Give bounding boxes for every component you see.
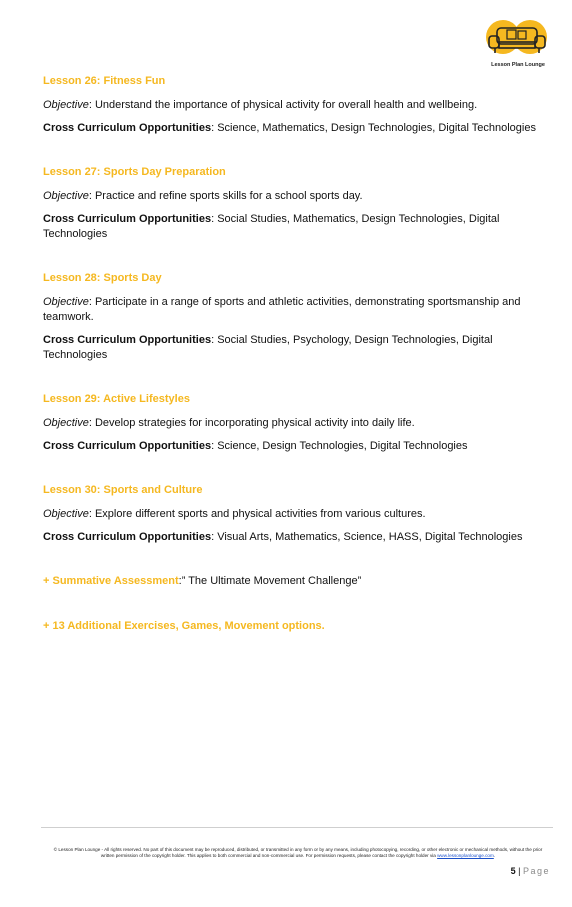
additional-exercises bbox=[43, 620, 553, 632]
additional-label: + 13 Additional Exercises, Games, Movement options. bbox=[43, 620, 325, 632]
footer-copyright bbox=[48, 847, 548, 859]
lesson-objective bbox=[43, 507, 553, 522]
brand-logo bbox=[483, 18, 553, 70]
lesson-cross-curriculum bbox=[43, 333, 553, 363]
website-link[interactable]: www.lessonplanlounge.com bbox=[437, 853, 494, 858]
objective-label: Objective bbox=[43, 190, 89, 202]
lesson-title: Lesson 30: Sports and Culture bbox=[43, 484, 203, 496]
objective-label: Objective bbox=[43, 508, 89, 520]
summative-assessment bbox=[43, 575, 553, 587]
objective-label: Objective bbox=[43, 417, 89, 429]
lesson-title: Lesson 29: Active Lifestyles bbox=[43, 393, 190, 405]
cross-curriculum-label: Cross Curriculum Opportunities bbox=[43, 334, 212, 346]
cross-curriculum-label: Cross Curriculum Opportunities bbox=[43, 531, 212, 543]
objective-text: : Participate in a range of sports and athletic activities, demonstrating sportsmanship and teamwork. bbox=[43, 296, 521, 323]
summative-text: :” The Ultimate Movement Challenge” bbox=[178, 575, 362, 587]
lesson-30 bbox=[43, 484, 553, 545]
lesson-27 bbox=[43, 166, 553, 242]
lesson-title: Lesson 27: Sports Day Preparation bbox=[43, 166, 226, 178]
logo-text: Lesson Plan Lounge bbox=[491, 62, 545, 68]
page-number-value: 5 bbox=[510, 866, 516, 876]
cross-curriculum-label: Cross Curriculum Opportunities bbox=[43, 440, 212, 452]
objective-text: : Practice and refine sports skills for a school sports day. bbox=[88, 190, 363, 202]
lesson-cross-curriculum bbox=[43, 212, 553, 242]
cross-curriculum-label: Cross Curriculum Opportunities bbox=[43, 122, 212, 134]
lesson-26 bbox=[43, 75, 553, 136]
lesson-cross-curriculum bbox=[43, 439, 553, 454]
cross-curriculum-label: Cross Curriculum Opportunities bbox=[43, 213, 212, 225]
lesson-list bbox=[43, 75, 553, 665]
copyright-text: © Lesson Plan Lounge - All rights reserved. No part of this document may be reproduced, distributed, or transmitted in any form or by any means, including photocopying, recording, or other electronic or mechanical methods, without the prior written permission of the copyright holder. This applies to both commercial and non-commercial use. For permission requests, please contact the copyright holder via bbox=[53, 847, 543, 858]
objective-text: : Explore different sports and physical activities from various cultures. bbox=[88, 508, 426, 520]
lesson-objective bbox=[43, 189, 553, 204]
lesson-title: Lesson 26: Fitness Fun bbox=[43, 75, 166, 87]
lesson-objective bbox=[43, 98, 553, 113]
cross-curriculum-text: : Science, Mathematics, Design Technologies, Digital Technologies bbox=[211, 122, 536, 134]
objective-text: : Develop strategies for incorporating physical activity into daily life. bbox=[88, 417, 415, 429]
cross-curriculum-text: : Social Studies, Psychology, Design Technologies, Digital Technologies bbox=[43, 334, 493, 361]
page-separator: | bbox=[515, 866, 523, 876]
lesson-cross-curriculum bbox=[43, 121, 553, 136]
page-word: Page bbox=[522, 866, 550, 876]
lesson-title: Lesson 28: Sports Day bbox=[43, 272, 162, 284]
summative-label: + Summative Assessment bbox=[43, 575, 179, 587]
objective-label: Objective bbox=[43, 99, 89, 111]
page-number bbox=[511, 866, 550, 876]
link-suffix: . bbox=[493, 853, 496, 858]
objective-text: : Understand the importance of physical activity for overall health and wellbeing. bbox=[88, 99, 478, 111]
footer-divider bbox=[41, 827, 553, 828]
objective-label: Objective bbox=[43, 296, 89, 308]
lesson-objective bbox=[43, 295, 553, 325]
lesson-cross-curriculum bbox=[43, 530, 553, 545]
lesson-28 bbox=[43, 272, 553, 363]
cross-curriculum-text: : Science, Design Technologies, Digital Technologies bbox=[211, 440, 468, 452]
cross-curriculum-text: : Visual Arts, Mathematics, Science, HASS, Digital Technologies bbox=[211, 531, 523, 543]
cross-curriculum-text: : Social Studies, Mathematics, Design Technologies, Digital Technologies bbox=[43, 213, 500, 240]
lesson-objective bbox=[43, 416, 553, 431]
sofa-logo-icon bbox=[483, 18, 553, 62]
lesson-29 bbox=[43, 393, 553, 454]
